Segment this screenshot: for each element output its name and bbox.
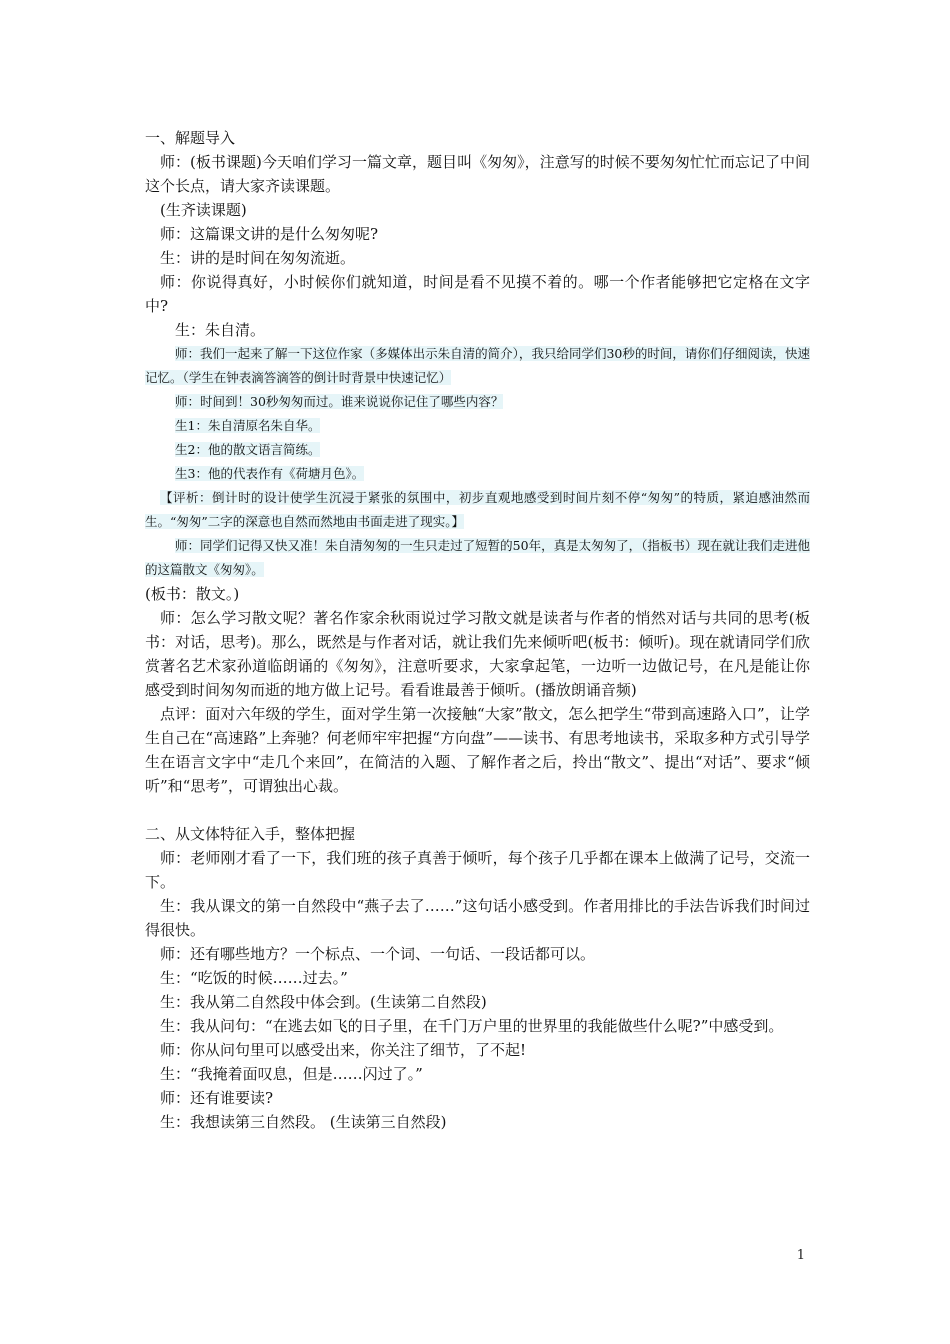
paragraph: 生：我从问句：“在逃去如飞的日子里，在千门万户里的世界里的我能做些什么呢?”中感受到。 <box>160 1017 784 1035</box>
highlighted-paragraph: 师：同学们记得又快又准！朱自清匆匆的一生只走过了短暂的50年，真是太匆匆了，（指板书）现在就让我们走进他的这篇散文《匆匆》。 <box>145 538 810 577</box>
highlighted-paragraph: 师：时间到！30秒匆匆而过。谁来说说你记住了哪些内容？ <box>175 394 504 409</box>
section-heading-2: 二、从文体特征入手，整体把握 <box>145 825 356 843</box>
paragraph: 师：(板书课题)今天咱们学习一篇文章，题目叫《匆匆》，注意写的时候不要匆匆忙忙而忘记了中间这个长点，请大家齐读课题。 <box>145 153 810 195</box>
paragraph: 师：怎么学习散文呢？著名作家余秋雨说过学习散文就是读者与作者的悄然对话与共同的思考(板书：对话，思考)。那么，既然是与作者对话，就让我们先来倾听吧(板书：倾听)。现在就请同学们欣赏著名艺术家孙道临朗诵的《匆匆》，注意听要求，大家拿起笔，一边听一边做记号，在凡是能让你感受到时间匆匆而逝的地方做上记号。看看谁最善于倾听。(播放朗诵音频) <box>145 609 810 699</box>
paragraph: (板书：散文。) <box>145 585 240 603</box>
paragraph: 师：还有哪些地方？一个标点、一个词、一句话、一段话都可以。 <box>160 945 596 963</box>
paragraph: 生：“吃饭的时候……过去。” <box>160 969 348 987</box>
paragraph: 师：你从问句里可以感受出来，你关注了细节，了不起! <box>160 1041 527 1059</box>
highlighted-block <box>145 342 810 582</box>
paragraph: 生：我想读第三自然段。 (生读第三自然段) <box>160 1113 447 1131</box>
highlighted-paragraph: 师：我们一起来了解一下这位作家（多媒体出示朱自清的简介），我只给同学们30秒的时间，请你们仔细阅读，快速记忆。（学生在钟表滴答滴答的倒计时背景中快速记忆） <box>145 346 810 385</box>
commentary-paragraph: 【评析：倒计时的设计使学生沉浸于紧张的氛围中，初步直观地感受到时间片刻不停“匆匆”的特质，紧迫感油然而生。“匆匆”二字的深意也自然而然地由书面走进了现实。】 <box>145 490 810 529</box>
highlighted-paragraph: 生3：他的代表作有《荷塘月色》。 <box>175 466 365 481</box>
paragraph: 生：讲的是时间在匆匆流逝。 <box>160 249 356 267</box>
paragraph: 师：你说得真好，小时候你们就知道，时间是看不见摸不着的。哪一个作者能够把它定格在文字中? <box>145 273 810 315</box>
highlighted-paragraph: 生2：他的散文语言简练。 <box>175 442 321 457</box>
paragraph: 生：朱自清。 <box>175 321 266 339</box>
paragraph: 师：这篇课文讲的是什么匆匆呢? <box>160 225 379 243</box>
section-heading-1: 一、解题导入 <box>145 129 236 147</box>
commentary-paragraph: 点评：面对六年级的学生，面对学生第一次接触“大家”散文，怎么把学生“带到高速路入口”，让学生自己在“高速路”上奔驰？何老师牢牢把握“方向盘”——读书、有思考地读书，采取多种方式引导学生在语言文字中“走几个来回”，在简洁的入题、了解作者之后，拎出“散文”、提出“对话”、要求“倾听”和“思考”，可谓独出心裁。 <box>145 705 810 795</box>
paragraph: (生齐读课题) <box>160 201 247 219</box>
paragraph: 生：我从课文的第一自然段中“燕子去了……”这句话小感受到。作者用排比的手法告诉我们时间过得很快。 <box>145 897 810 939</box>
spacer <box>145 798 810 822</box>
paragraph: 生：我从第二自然段中体会到。(生读第二自然段) <box>160 993 487 1011</box>
paragraph: 生：“我掩着面叹息，但是……闪过了。” <box>160 1065 423 1083</box>
paragraph: 师：老师刚才看了一下，我们班的孩子真善于倾听，每个孩子几乎都在课本上做满了记号，交流一下。 <box>145 849 810 891</box>
page-number: 1 <box>796 1248 805 1263</box>
paragraph: 师：还有谁要读? <box>160 1089 274 1107</box>
highlighted-paragraph: 生1：朱自清原名朱自华。 <box>175 418 321 433</box>
document-body <box>145 126 810 1134</box>
